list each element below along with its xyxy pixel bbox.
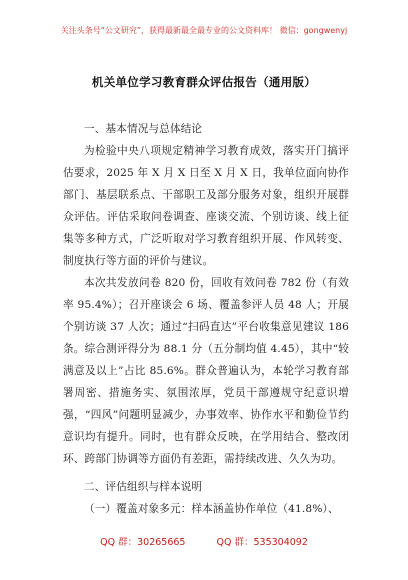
paragraph-overview: 为检验中央八项规定精神学习教育成效，落实开门搞评估要求，2025 年 X 月 X 日至 X 月 X 日，我单位面向协作部门、基层联系点、干部职工及部分服务对象，组织开展群众评估。评估采取问卷调查、座谈交流、个别访谈、线上征集等多种方式，广泛听取对学习教育组织开展、作风转变、制度执行等方面的评价与建议。 bbox=[63, 145, 349, 267]
document-body bbox=[63, 118, 349, 520]
footer-contacts bbox=[0, 534, 408, 548]
paragraph-coverage: （一）覆盖对象多元：样本涵盖协作单位（41.8%）、 bbox=[84, 503, 339, 515]
footer-qq-group-2: QQ 群：535304092 bbox=[216, 537, 308, 548]
paragraph-statistics: 本次共发放问卷 820 份，回收有效问卷 782 份（有效率 95.4%）；召开座谈会 6 场、覆盖参评人员 48 人；开展个别访谈 37 人次；通过“扫码直达”平台收集意见建议 186 条。综合测评得分为 88.1 分（五分制均值 4.45），其中“较满意及以上”占比 85.6%。群众普遍认为，本轮学习教育部署周密、措施务实、氛围浓厚，党员干部遵规守纪意识增强，“四风”问题明显减少，办事效率、协作水平和勤俭节约意识均有提升。同时，也有群众反映，在学用结合、整改闭环、跨部门协调等方面仍有差距，需持续改进、久久为功。 bbox=[63, 277, 349, 465]
header-banner: 关注头条号“公文研究”，获得最新最全最专业的公文资料库！ 微信：gongwenyj bbox=[60, 26, 348, 35]
section-heading-1: 一、基本情况与总体结论 bbox=[84, 123, 203, 135]
document-title: 机关单位学习教育群众评估报告（通用版） bbox=[91, 75, 317, 89]
section-heading-2: 二、评估组织与样本说明 bbox=[84, 481, 203, 493]
footer-qq-group-1: QQ 群：30265665 bbox=[100, 537, 186, 548]
